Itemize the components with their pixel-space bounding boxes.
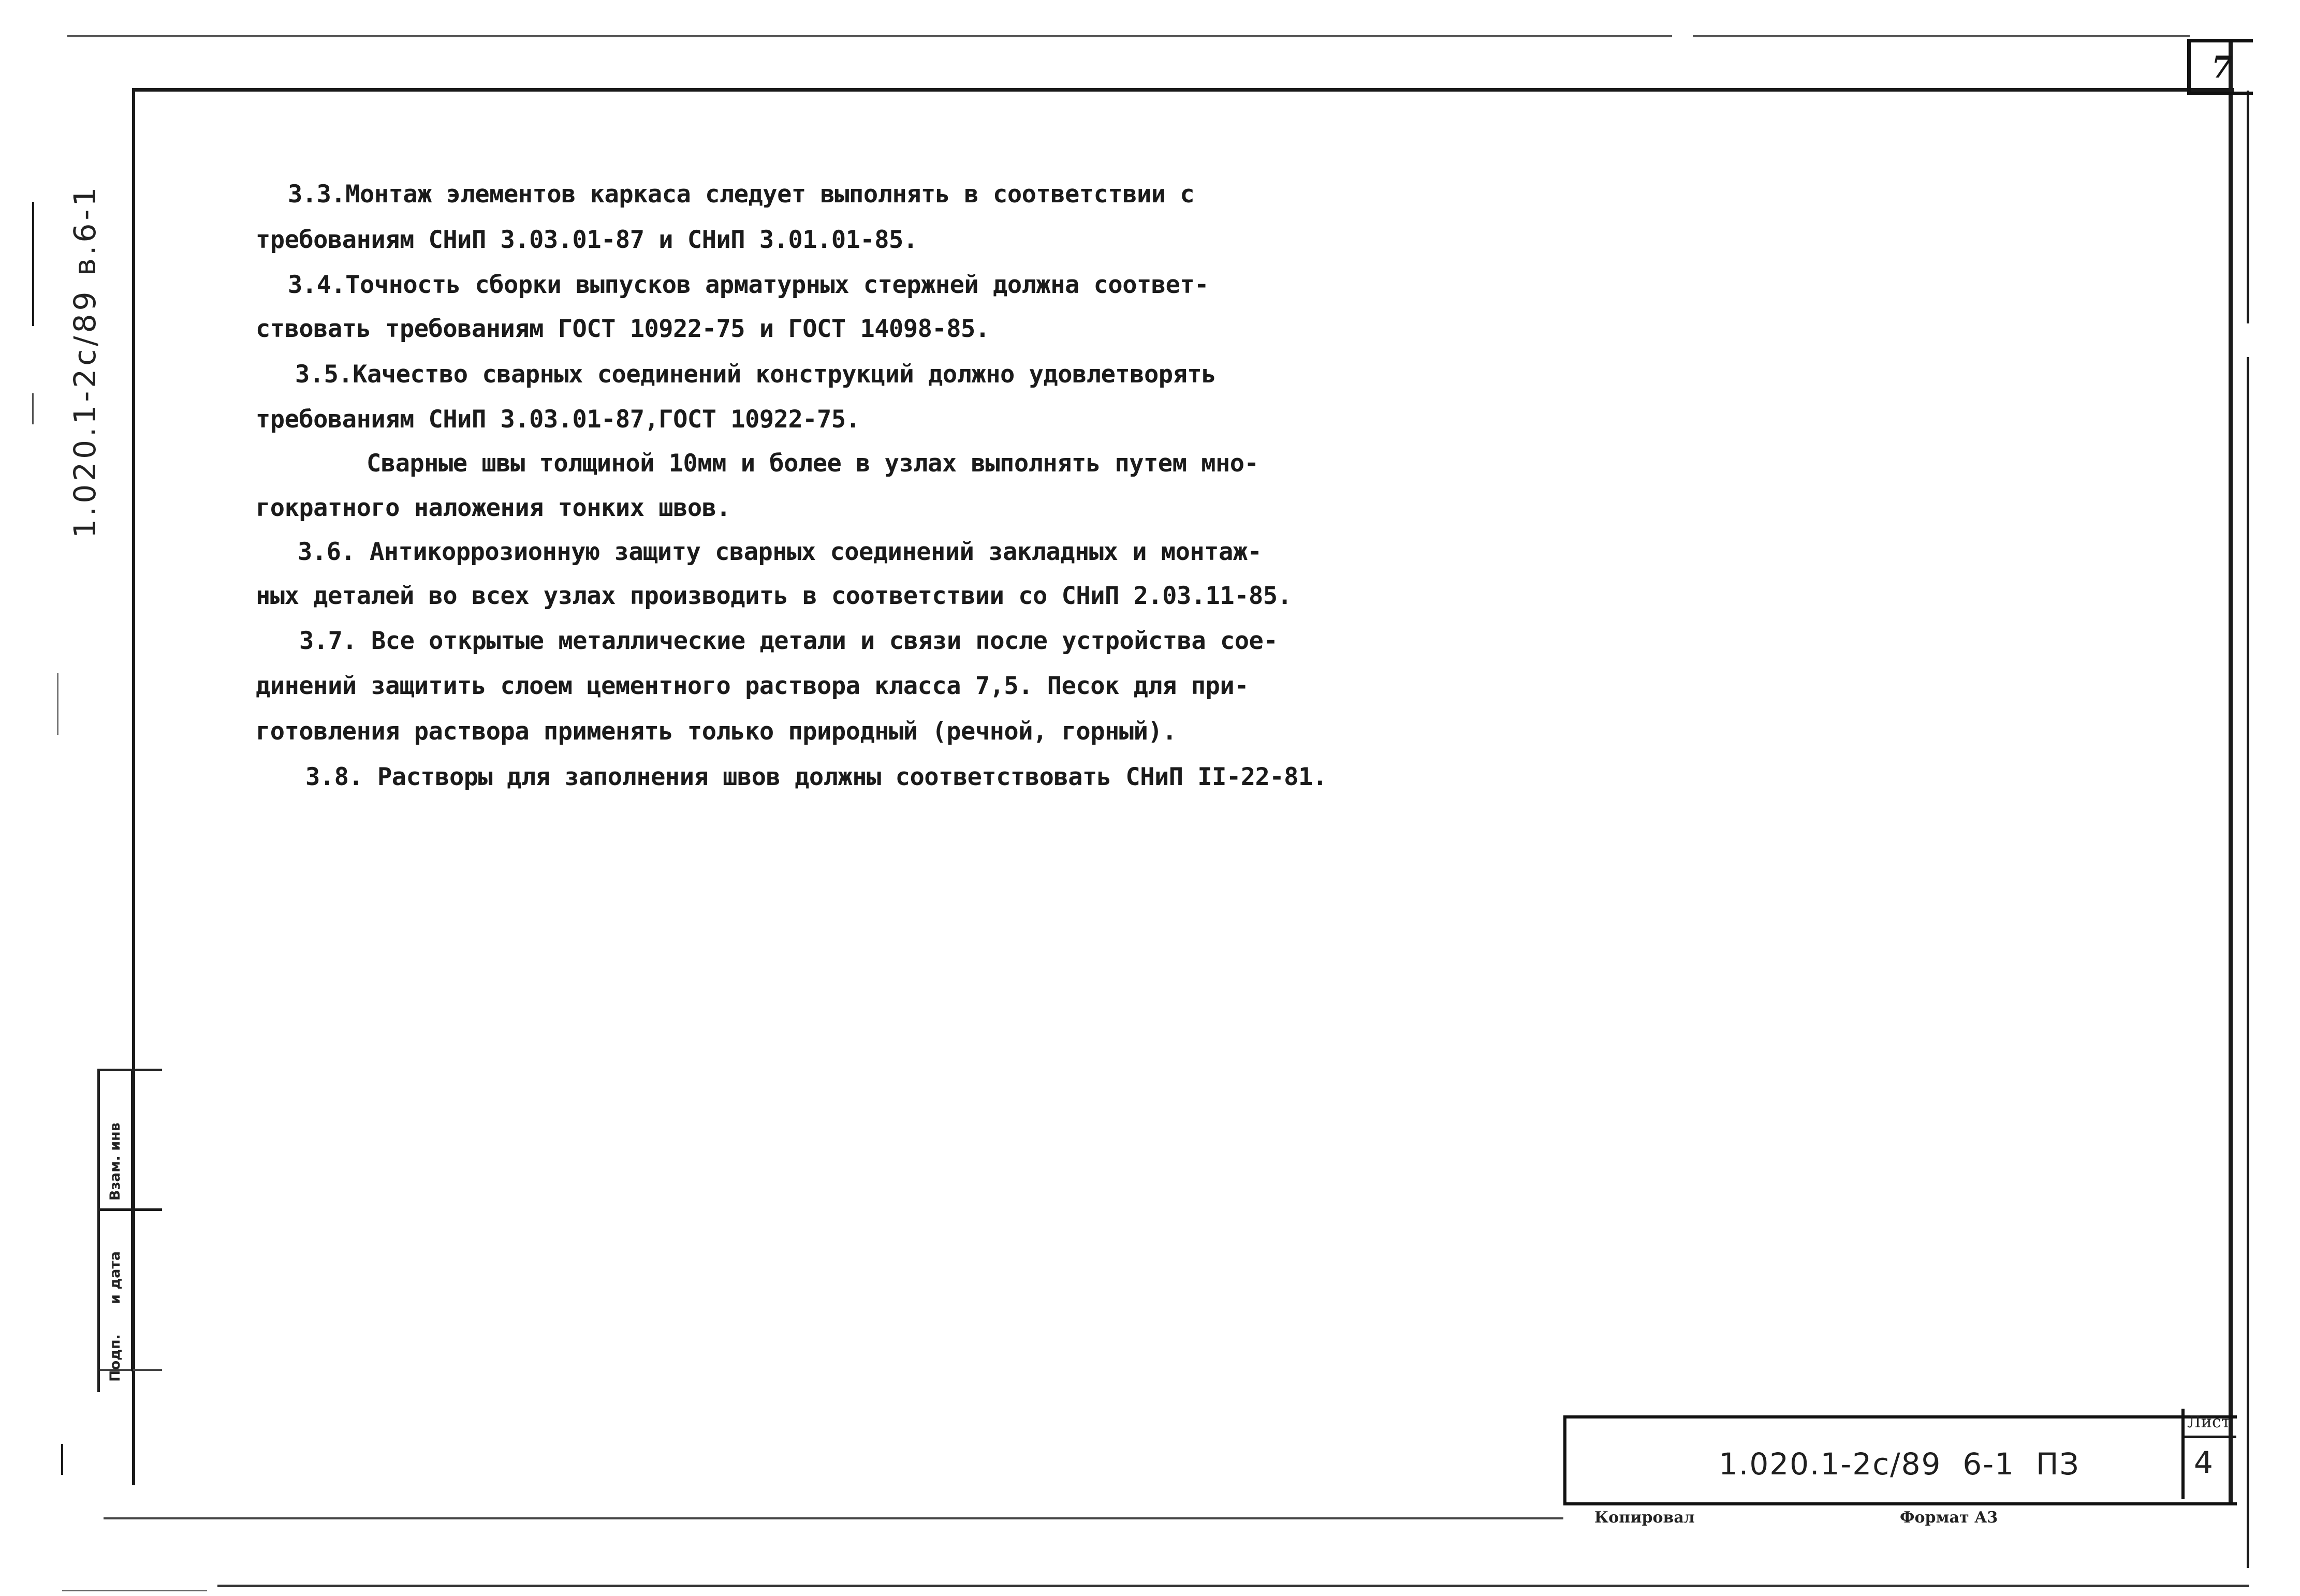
frame-right-outer-line-2 [2247, 357, 2249, 1568]
body-line: требованиям СНиП 3.03.01-87,ГОСТ 10922-75. [256, 405, 860, 434]
left-stamp-table [97, 1069, 162, 1392]
body-line: требованиям СНиП 3.03.01-87 и СНиП 3.01.01-85. [256, 226, 918, 254]
page-bottom-line-left [62, 1590, 207, 1591]
vtable-col [131, 1071, 133, 1371]
body-line: ных деталей во всех узлах производить в соответствии со СНиП 2.03.11-85. [256, 582, 1292, 610]
body-line: 3.5.Качество сварных соединений конструкций должно удовлетворять [295, 360, 1216, 389]
body-line: Сварные швы толщиной 10мм и более в узлах выполнять путем мно- [367, 449, 1259, 478]
body-line: 3.3.Монтаж элементов каркаса следует выполнять в соответствии с [288, 180, 1195, 209]
body-line: 3.7. Все открытые металлические детали и связи после устройства сое- [299, 627, 1278, 655]
sheet-label: Лист [2187, 1412, 2231, 1431]
left-margin-mark [32, 202, 34, 326]
frame-right-outer-line [2247, 91, 2249, 323]
format-label: Формат А3 [1900, 1509, 1998, 1527]
body-line: динений защитить слоем цементного раствора класса 7,5. Песок для при- [256, 672, 1249, 700]
copied-by-label: Копировал [1594, 1509, 1695, 1527]
sheet-cell-divider [2185, 1436, 2236, 1438]
table-label-replace-inv: Взам. инв [107, 1122, 123, 1201]
table-label-signature: Подп. [107, 1334, 123, 1382]
body-line: ствовать требованиям ГОСТ 10922-75 и ГОСТ 14098-85. [256, 315, 990, 343]
body-line: 3.6. Антикоррозионную защиту сварных соединений закладных и монтаж- [298, 538, 1262, 566]
top-border-line [67, 35, 1672, 37]
body-line: 3.4.Точность сборки выпусков арматурных стержней должна соответ- [288, 271, 1209, 299]
title-block-doc-code: 1.020.1-2с/89 6-1 ПЗ [1719, 1446, 2080, 1482]
left-margin-mark-2 [32, 393, 34, 424]
frame-bottom-line [104, 1517, 1563, 1519]
page-number: 7 [2211, 49, 2233, 85]
left-margin-mark-3 [57, 673, 58, 735]
body-line: готовления раствора применять только природный (речной, горный). [256, 717, 1177, 746]
body-line: 3.8. Растворы для заполнения швов должны соответствовать СНиП II-22-81. [305, 763, 1327, 791]
body-line: гократного наложения тонких швов. [256, 494, 731, 522]
frame-top-line [132, 88, 2234, 92]
top-border-line-right [1693, 35, 2190, 37]
sheet-number: 4 [2194, 1445, 2213, 1480]
side-document-code: 1.020.1-2с/89 в.6-1 [67, 184, 102, 538]
left-margin-mark-4 [61, 1444, 63, 1475]
page-bottom-line [217, 1585, 2249, 1587]
page-number-box [2187, 39, 2253, 95]
frame-right-line [2229, 39, 2233, 1503]
table-label-date: и дата [107, 1251, 123, 1304]
